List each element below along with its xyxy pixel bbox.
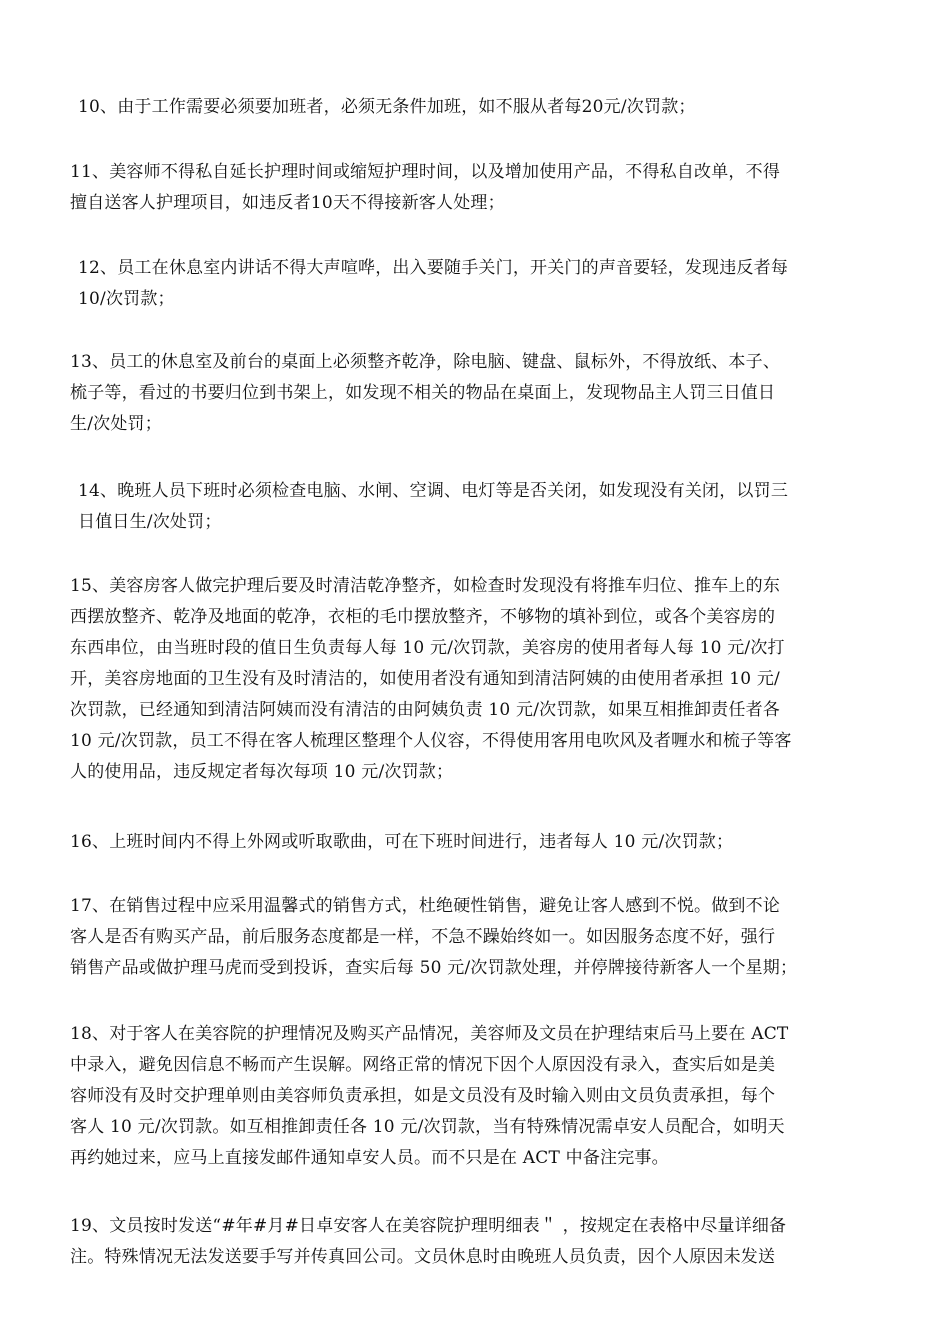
text-line: 11、美容师不得私自延长护理时间或缩短护理时间，以及增加使用产品，不得私自改单，不得 [70, 162, 781, 182]
rule-14-paragraph [78, 476, 878, 538]
text-line: 19、文员按时发送“#年#月#日卓安客人在美容院护理明细表＂ ，按规定在表格中尽量详细备 [70, 1216, 787, 1236]
text-line: 13、员工的休息室及前台的桌面上必须整齐乾净，除电脑、键盘、鼠标外，不得放纸、本子、 [70, 352, 781, 372]
text-line: 擅自送客人护理项目，如违反者10天不得接新客人处理； [70, 193, 505, 213]
rule-15-paragraph [70, 571, 870, 788]
rule-17-paragraph [70, 891, 870, 984]
text-line: 17、在销售过程中应采用温馨式的销售方式，杜绝硬性销售，避免让客人感到不悦。做到不论 [70, 896, 781, 916]
text-line: 客人 10 元/次罚款。如互相推卸责任各 10 元/次罚款，当有特殊情况需卓安人员配合，如明天 [70, 1117, 785, 1137]
text-line: 东西串位，由当班时段的值日生负责每人每 10 元/次罚款，美容房的使用者每人每 10 元/次打 [70, 638, 785, 658]
text-line: 人的使用品，违反规定者每次每项 10 元/次罚款； [70, 762, 454, 782]
text-line: 再约她过来，应马上直接发邮件通知卓安人员。而不只是在 ACT 中备注完事。 [70, 1148, 669, 1168]
text-line: 梳子等，看过的书要归位到书架上，如发现不相关的物品在桌面上，发现物品主人罚三日值日 [70, 383, 776, 403]
rule-18-paragraph [70, 1019, 870, 1174]
text-line: 容师没有及时交护理单则由美容师负责承担，如是文员没有及时输入则由文员负责承担，每个 [70, 1086, 776, 1106]
rule-19-paragraph [70, 1211, 870, 1273]
rule-16-paragraph [70, 827, 870, 858]
text-line: 日值日生/次处罚； [78, 512, 222, 532]
rule-12-paragraph [78, 253, 878, 315]
text-line: 10 元/次罚款，员工不得在客人梳理区整理个人仪容，不得使用客用电吹风及者喱水和梳子等客 [70, 731, 792, 751]
text-line: 10、由于工作需要必须要加班者，必须无条件加班，如不服从者每20元/次罚款； [78, 97, 696, 117]
text-line: 开，美容房地面的卫生没有及时清洁的，如使用者没有通知到清洁阿姨的由使用者承担 10 元/ [70, 669, 780, 689]
text-line: 15、美容房客人做完护理后要及时清洁乾净整齐，如检查时发现没有将推车归位、推车上的东 [70, 576, 781, 596]
text-line: 中录入，避免因信息不畅而产生误解。网络正常的情况下因个人原因没有录入，查实后如是美 [70, 1055, 776, 1075]
text-line: 客人是否有购买产品，前后服务态度都是一样，不急不躁始终如一。如因服务态度不好，强行 [70, 927, 776, 947]
text-line: 12、员工在休息室内讲话不得大声喧哗，出入要随手关门，开关门的声音要轻，发现违反者每 [78, 258, 789, 278]
rule-10-paragraph [78, 92, 878, 123]
text-line: 14、晚班人员下班时必须检查电脑、水闸、空调、电灯等是否关闭，如发现没有关闭，以罚三 [78, 481, 789, 501]
text-line: 16、上班时间内不得上外网或听取歌曲，可在下班时间进行，违者每人 10 元/次罚款； [70, 832, 734, 852]
rule-11-paragraph [70, 157, 870, 219]
text-line: 18、对于客人在美容院的护理情况及购买产品情况，美容师及文员在护理结束后马上要在 ACT [70, 1024, 789, 1044]
text-line: 注。特殊情况无法发送要手写并传真回公司。文员休息时由晚班人员负责，因个人原因未发送 [70, 1247, 776, 1267]
text-line: 生/次处罚； [70, 414, 162, 434]
text-line: 西摆放整齐、乾净及地面的乾净，衣柜的毛巾摆放整齐，不够物的填补到位，或各个美容房的 [70, 607, 776, 627]
text-line: 10/次罚款； [78, 289, 175, 309]
text-line: 次罚款，已经通知到清洁阿姨而没有清洁的由阿姨负责 10 元/次罚款，如果互相推卸责任者各 [70, 700, 780, 720]
text-line: 销售产品或做护理马虎而受到投诉，查实后每 50 元/次罚款处理，并停牌接待新客人一个星期； [70, 958, 798, 978]
rule-13-paragraph [70, 347, 870, 440]
